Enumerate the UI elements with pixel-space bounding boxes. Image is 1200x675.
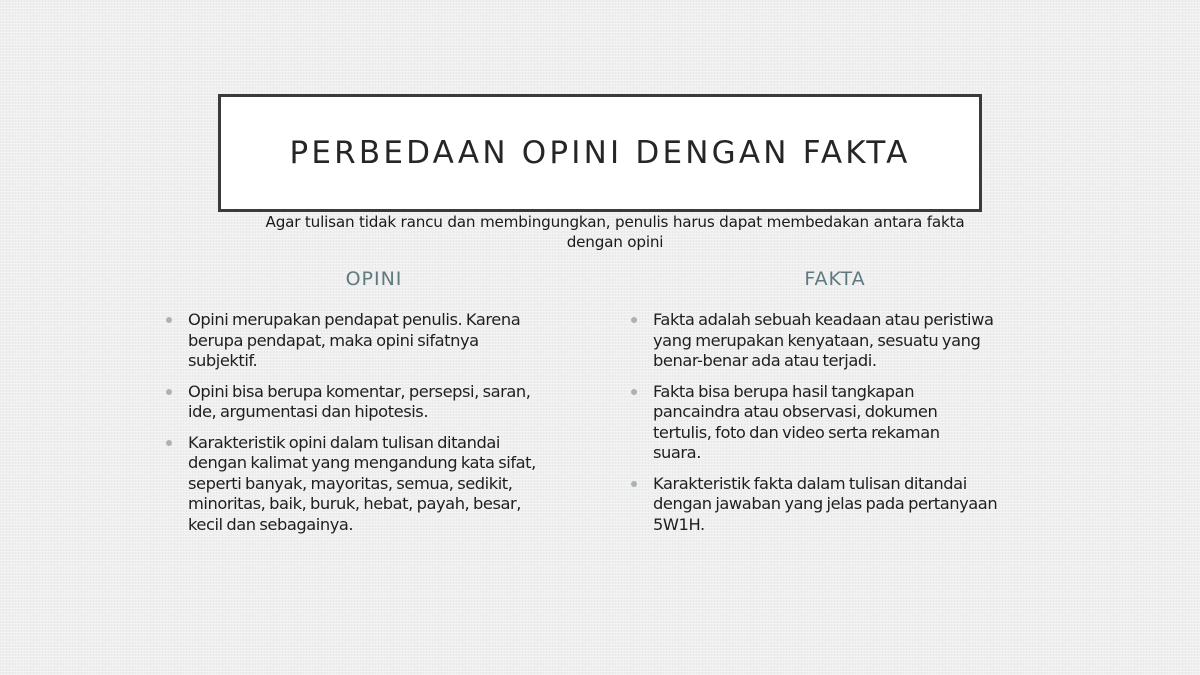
bullet-text: [188, 382, 580, 423]
opini-column: [160, 262, 580, 545]
bullet-dot-icon: [631, 389, 637, 395]
slide-subtitle: [230, 212, 1000, 252]
bullet-line: ide, argumentasi dan hipotesis.: [188, 402, 429, 421]
bullet-dot-icon: [166, 440, 172, 446]
column-heading-fakta: FAKTA: [804, 268, 866, 290]
bullet-line: 5W1H.: [653, 514, 705, 534]
bullet-line: suara.: [653, 443, 701, 462]
bullet-item: [160, 382, 580, 423]
bullet-line: kecil dan sebagainya.: [188, 514, 354, 534]
subtitle-line: Agar tulisan tidak rancu dan membingungkan, penulis harus dapat membedakan antara fakta: [265, 213, 965, 231]
bullet-line: subjektif.: [188, 351, 258, 370]
fakta-column: [625, 262, 1045, 545]
bullet-line: berupa pendapat, maka opini sifatnya: [188, 330, 479, 350]
bullet-line: benar-benar ada atau terjadi.: [653, 351, 877, 370]
bullet-line: pancaindra atau observasi, dokumen: [653, 402, 938, 421]
bullet-line: yang merupakan kenyataan, sesuatu yang: [653, 330, 981, 350]
column-heading-opini: OPINI: [345, 268, 403, 290]
bullet-item: [625, 474, 1045, 536]
bullet-line: Fakta adalah sebuah keadaan atau peristiwa: [653, 310, 994, 329]
bullet-line: dengan jawaban yang jelas pada pertanyaan: [653, 494, 998, 513]
subtitle-line: dengan opini: [566, 233, 664, 251]
bullet-text: [653, 382, 1045, 464]
opini-bullet-list: [160, 310, 580, 535]
slide-title: PERBEDAAN OPINI DENGAN FAKTA: [289, 135, 911, 171]
bullet-line: Opini bisa berupa komentar, persepsi, saran,: [188, 381, 531, 401]
bullet-text: [188, 310, 580, 372]
bullet-line: Karakteristik fakta dalam tulisan ditandai: [653, 473, 967, 493]
bullet-line: Fakta bisa berupa hasil tangkapan: [653, 381, 915, 401]
fakta-bullet-list: [625, 310, 1045, 535]
bullet-line: Karakteristik opini dalam tulisan ditandai: [188, 432, 500, 452]
bullet-line: tertulis, foto dan video serta rekaman: [653, 422, 940, 442]
bullet-text: [653, 474, 1045, 536]
bullet-text: [653, 310, 1045, 372]
bullet-dot-icon: [166, 389, 172, 395]
bullet-line: dengan kalimat yang mengandung kata sifat,: [188, 453, 536, 472]
title-box: [218, 94, 982, 212]
bullet-item: [625, 382, 1045, 464]
bullet-line: minoritas, baik, buruk, hebat, payah, besar,: [188, 494, 521, 513]
bullet-dot-icon: [166, 317, 172, 323]
bullet-dot-icon: [631, 481, 637, 487]
bullet-item: [160, 310, 580, 372]
bullet-dot-icon: [631, 317, 637, 323]
bullet-line: seperti banyak, mayoritas, semua, sedikit,: [188, 473, 513, 493]
bullet-item: [625, 310, 1045, 372]
bullet-line: Opini merupakan pendapat penulis. Karena: [188, 310, 521, 329]
bullet-text: [188, 433, 580, 536]
bullet-item: [160, 433, 580, 536]
